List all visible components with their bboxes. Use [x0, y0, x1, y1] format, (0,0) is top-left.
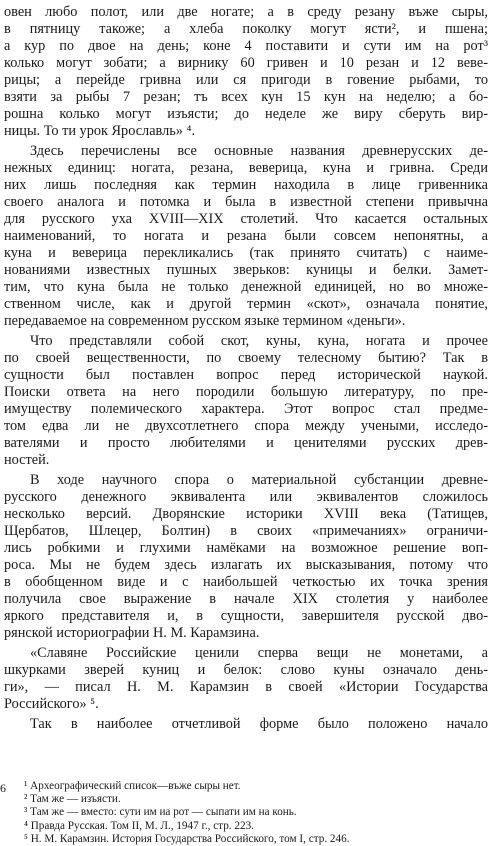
- text-line: колько могут зобати; а вирнику 60 гривен и 10 резан и 12 вeвe-: [4, 55, 488, 71]
- text-line: Щербатов, Шлецер, Болтин) в своих «примечаниях» ограничи-: [4, 523, 488, 539]
- text-line: в обобщенном виде и с наибольшей четкостью их точка зрения: [4, 574, 488, 590]
- text-line: Что представляли собой скот, куны, куна, ногата и прочее: [30, 333, 488, 349]
- text-line: в пятницу такоже; а хлеба поколку могут ясти², и пшена;: [4, 21, 488, 37]
- text-line: русского денежного эквивалента или эквивалентов сложилось: [4, 489, 488, 505]
- text-line: том едва ли не двухсотлетнего спора между учеными, исследо-: [4, 418, 488, 434]
- footnote: ⁴ Правда Русская. Том II, М. Л., 1947 г., стр. 223.: [24, 819, 254, 832]
- text-line: них лишь последняя как термин находила в лице гривенника: [4, 177, 488, 193]
- text-line: ственном числе, как и другой термин «скот», означала понятие,: [4, 296, 488, 312]
- text-line: яркого представителя и, в сущности, завершителя русской дво-: [4, 608, 488, 624]
- text-line: ностей.: [4, 452, 50, 468]
- text-line: а кур по двое на день; коне 4 поставити и сути им на рот³: [4, 38, 488, 54]
- page-number: 6: [0, 781, 6, 795]
- text-line: наименований, то ногата и резана были совсем непонятны, а: [4, 228, 488, 244]
- text-line: лись робкими и глухими намёками на возможное решение воп-: [4, 540, 488, 556]
- text-line: рошна колько могут изъясти; до неделе же виру сберуть вир-: [4, 106, 488, 122]
- text-line: роса. Мы не будем здесь излагать их высказывания, потому что: [4, 557, 488, 573]
- text-line: куна и веверица перекликались (так принято считать) с наиме-: [4, 245, 488, 261]
- text-line: Так в наиболее отчетливой форме было положено начало: [30, 716, 488, 732]
- text-line: своего аналога и потомка и была в известной степени привычна: [4, 194, 488, 210]
- footnote: ¹ Археографический список—въже сыры нет.: [24, 780, 241, 792]
- text-line: овен любо полот, или две ногате; а в среду резану въже сыры,: [4, 4, 488, 20]
- text-line: передаваемое на современном русском языке термином «деньги».: [4, 313, 406, 329]
- text-line: В ходе научного спора о материальной субстанции древне-: [30, 472, 488, 488]
- footnote: ⁵ Н. М. Карамзин. История Государства Российского, том I, стр. 246.: [24, 832, 350, 845]
- text-line: ницы. То ти урок Ярославль» ⁴.: [4, 123, 196, 139]
- text-line: ги», — писал Н. М. Карамзин в своей «Истории Государства: [4, 679, 488, 695]
- text-line: нованиями известных пушных зверьков: куницы и белки. Замет-: [4, 262, 488, 278]
- footnote: ² Там же — изъясти.: [24, 793, 121, 806]
- text-line: для русского уха XVIII—XIX столетий. Что касается остальных: [4, 211, 488, 227]
- footnote: ³ Там же — вместо: сути им иа рот — сыпати им на конь.: [24, 806, 297, 819]
- text-line: шкурками зверей куниц и белок: слово куны означало день-: [4, 662, 488, 678]
- text-line: Российского» ⁵.: [4, 696, 99, 712]
- text-line: рянской историографии Н. М. Карамзина.: [4, 625, 260, 641]
- text-line: «Славяне Российские ценили сперва вещи не монетами, а: [30, 645, 488, 661]
- text-line: сущности был поставлен вопрос перед исторической наукой.: [4, 367, 488, 383]
- body-text: [4, 4, 488, 846]
- text-line: имуществу полемического характера. Этот вопрос стал предме-: [4, 401, 488, 417]
- text-line: тим, что куна была не только денежной единицей, но во множе-: [4, 279, 488, 295]
- text-line: нежных единиц: ногата, резана, веверица, куна и гривна. Среди: [4, 160, 488, 176]
- text-line: рицы; а перейде гривна или ся пригоди в говение рыбами, то: [4, 72, 488, 88]
- text-line: по своей вещественности, по своему телесному бытию? Так в: [4, 350, 488, 366]
- text-line: вателями и просто любителями и ценителями русских древ-: [4, 435, 488, 451]
- footnote-separator: [4, 733, 488, 780]
- text-line: взяти за рыбы 7 резан; тъ всех кун 15 кун на неделю; а бо-: [4, 89, 488, 105]
- text-line: Здесь перечислены все основные названия древнерусских де-: [30, 143, 488, 159]
- text-line: Поиски ответа на него породили большую литературу, по пре-: [4, 384, 488, 400]
- text-line: получила свое выражение в начале XIX столетия у наиболее: [4, 591, 488, 607]
- text-line: несколько версий. Дворянские историки XVIII века (Татищев,: [4, 506, 488, 522]
